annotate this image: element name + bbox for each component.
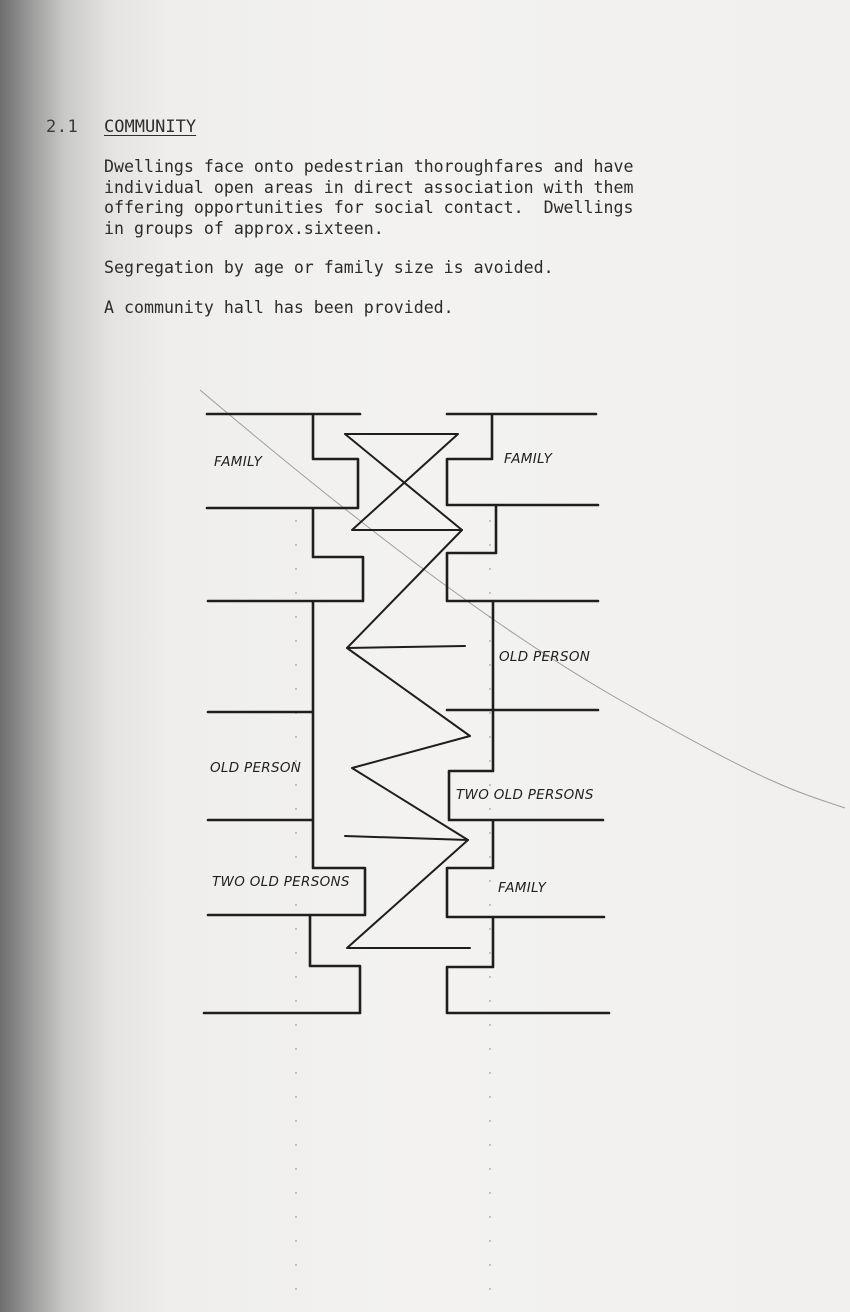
label-right-family-top: FAMILY [504, 451, 553, 467]
paragraph-segregation: Segregation by age or family size is avoided. [104, 258, 554, 277]
label-right-old-person: OLD PERSON [499, 649, 591, 665]
section-number: 2.1 [46, 117, 79, 137]
label-left-family: FAMILY [214, 454, 263, 470]
dotted-guide-marks [296, 520, 490, 1290]
circulation-cross-line [345, 434, 462, 530]
section-title: COMMUNITY [104, 117, 197, 137]
circulation-top-line [347, 646, 465, 648]
paragraph-community-hall: A community hall has been provided. [104, 298, 454, 317]
label-right-two-old-persons: TWO OLD PERSONS [456, 787, 594, 803]
circulation-short-line [345, 836, 468, 840]
label-right-family-bottom: FAMILY [498, 880, 547, 896]
paragraph-dwellings: Dwellings face onto pedestrian thoroughfares and have individual open areas in direct association with them offering opportunities for social contact. Dwellings in groups of approx.sixteen. [104, 157, 634, 238]
right-building-outline [447, 414, 609, 1013]
label-left-old-person: OLD PERSON [210, 760, 302, 776]
label-left-two-old-persons: TWO OLD PERSONS [212, 874, 350, 890]
left-building-outline [204, 414, 365, 1013]
